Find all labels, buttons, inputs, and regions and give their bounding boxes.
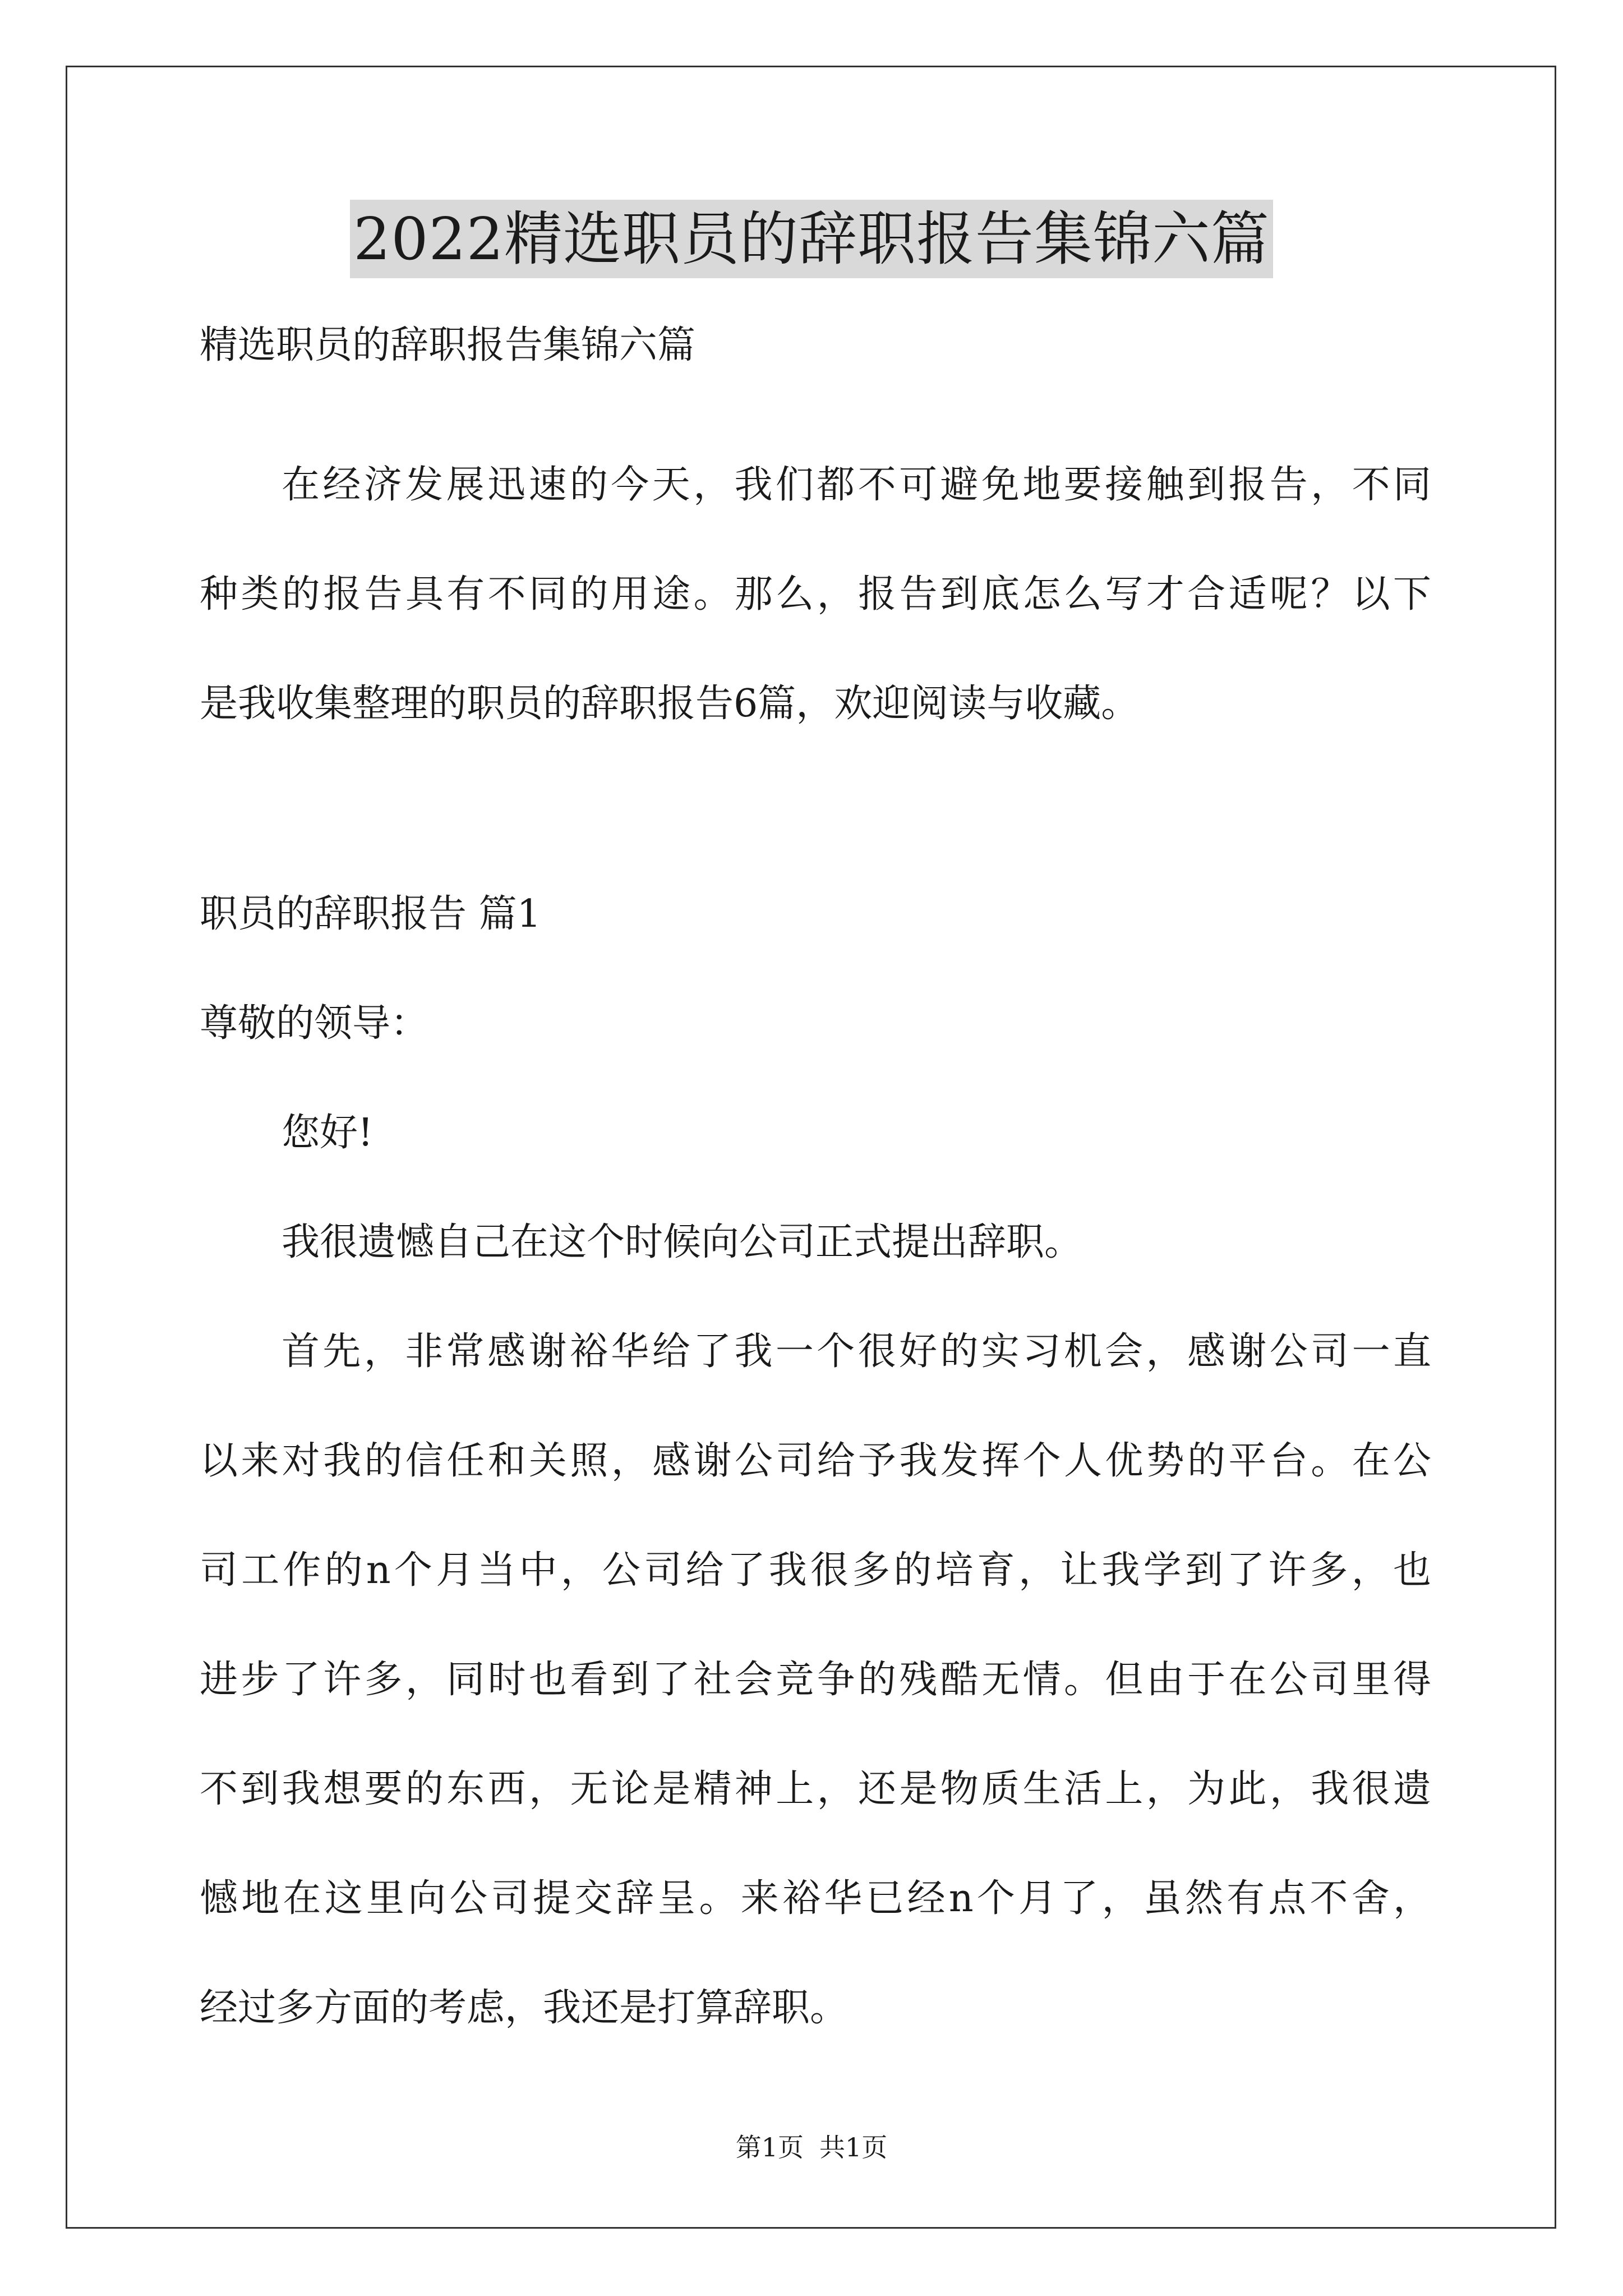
- intro-line-3: 是我收集整理的职员的辞职报告6篇，欢迎阅读与收藏。: [200, 682, 1140, 726]
- page-number-total: 共1页: [819, 2132, 888, 2162]
- greeting: 您好!: [282, 1111, 374, 1155]
- paragraph-2-line-7: 经过多方面的考虑，我还是打算辞职。: [200, 1986, 849, 2030]
- document-subtitle: 精选职员的辞职报告集锦六篇: [200, 323, 696, 367]
- paragraph-2-line-6: 憾地在这里向公司提交辞呈。来裕华已经n个月了，虽然有点不舍，: [200, 1876, 1431, 1921]
- intro-line-2: 种类的报告具有不同的用途。那么，报告到底怎么写才合适呢？以下: [200, 572, 1431, 616]
- paragraph-1: 我很遗憾自己在这个时候向公司正式提出辞职。: [282, 1220, 1083, 1264]
- paragraph-2-line-5: 不到我想要的东西，无论是精神上，还是物质生活上，为此，我很遗: [200, 1767, 1431, 1811]
- salutation: 尊敬的领导：: [200, 1001, 429, 1046]
- paragraph-2-line-4: 进步了许多，同时也看到了社会竞争的残酷无情。但由于在公司里得: [200, 1658, 1431, 1702]
- paragraph-2-line-3: 司工作的n个月当中，公司给了我很多的培育，让我学到了许多，也: [200, 1548, 1431, 1593]
- section-heading: 职员的辞职报告 篇1: [200, 892, 541, 936]
- paragraph-2-line-1: 首先，非常感谢裕华给了我一个很好的实习机会，感谢公司一直: [282, 1329, 1431, 1374]
- intro-line-1: 在经济发展迅速的今天，我们都不可避免地要接触到报告，不同: [282, 463, 1431, 507]
- paragraph-2-line-2: 以来对我的信任和关照，感谢公司给予我发挥个人优势的平台。在公: [200, 1439, 1431, 1483]
- title-container: [0, 200, 1623, 278]
- page-footer: [0, 2129, 1623, 2165]
- page-number-current: 第1页: [735, 2132, 804, 2162]
- document-title: 2022精选职员的辞职报告集锦六篇: [350, 200, 1273, 278]
